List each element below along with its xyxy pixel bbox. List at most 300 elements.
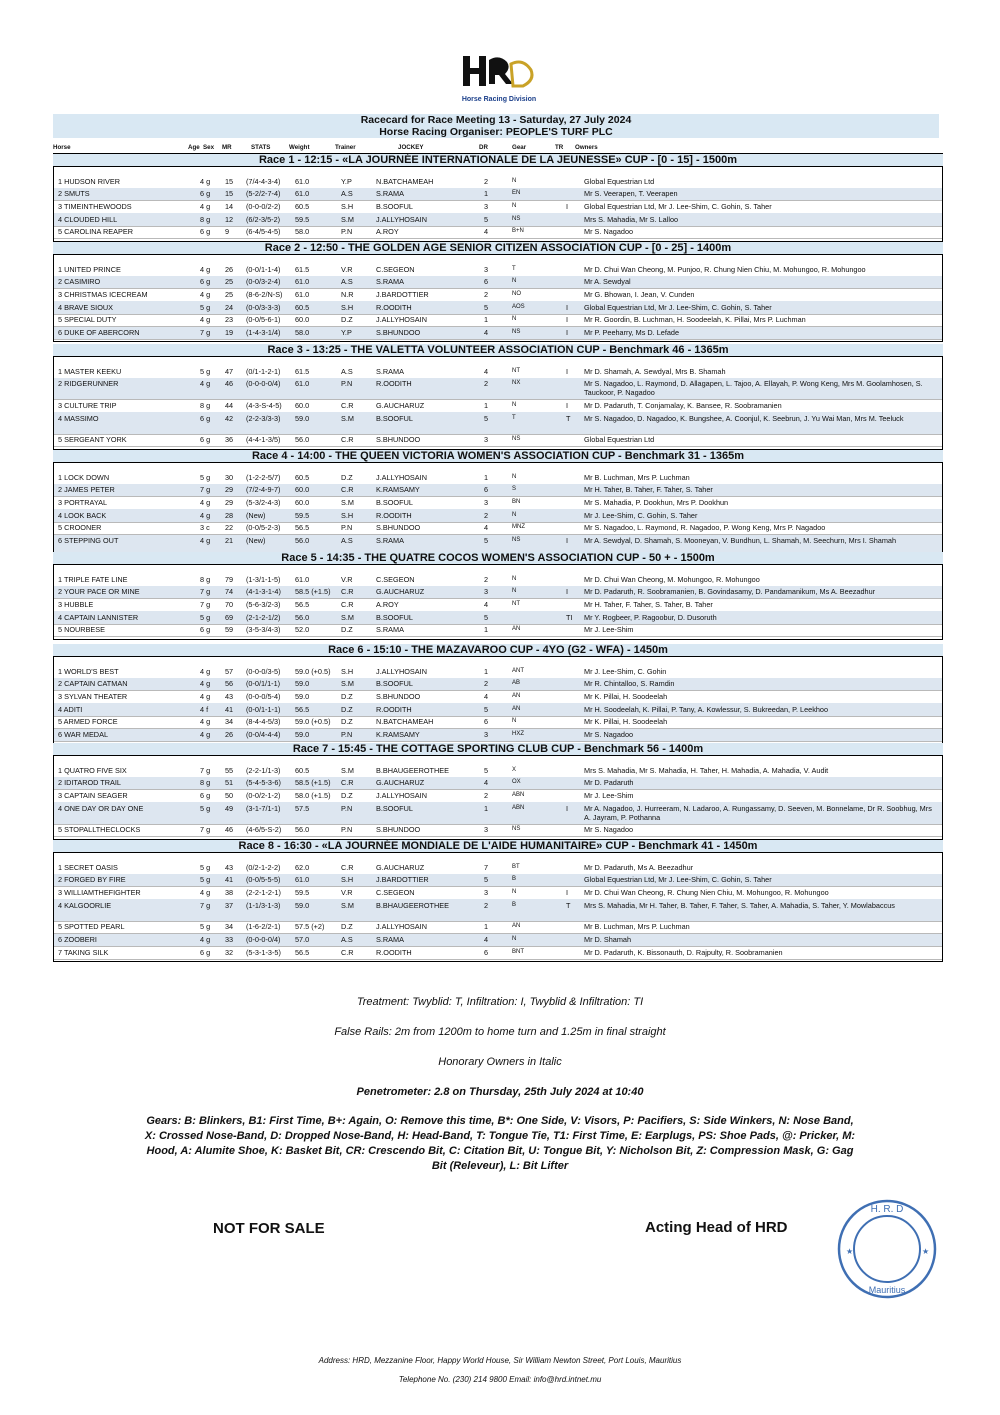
runner-gear: N — [512, 316, 517, 323]
runner-dr: 2 — [484, 510, 489, 520]
runner-mr: 22 — [225, 523, 234, 533]
runner-horse: 5 NOURBESE — [58, 625, 106, 635]
runner-gear: T — [512, 265, 516, 272]
runner-dr: 4 — [484, 599, 489, 609]
runner-dr: 1 — [484, 400, 489, 410]
runner-age: 3 c — [200, 523, 210, 533]
runner-jockey: G.AUCHARUZ — [376, 778, 425, 788]
runner-weight: 56.5 — [295, 599, 310, 609]
runner-trainer: S.M — [341, 765, 354, 775]
runner-gear: N — [512, 401, 517, 408]
svg-text:Horse Racing Division: Horse Racing Division — [461, 96, 537, 103]
runner-trainer: C.R — [341, 485, 354, 495]
runner-jockey: A.ROY — [376, 599, 399, 609]
runner-age: 5 g — [200, 875, 211, 885]
runner-mr: 25 — [225, 277, 234, 287]
runner-jockey: S.BHUNDOO — [376, 523, 421, 533]
runner-dr: 2 — [484, 176, 489, 186]
runner-owners: Mrs S. Mahadia, Mr S. Lalloo — [584, 214, 679, 224]
race-1 — [53, 154, 943, 242]
runner-horse: 6 ZOOBERI — [58, 935, 97, 944]
runner-mr: 50 — [225, 790, 234, 800]
runner-gear: AN — [512, 692, 521, 699]
runner-owners: Mr S. Mahadia, P. Dookhun, Mrs P. Dookhun — [584, 497, 729, 507]
runner-mr: 59 — [225, 625, 234, 635]
runner-tr: I — [566, 366, 569, 376]
runner-dr: 4 — [484, 691, 489, 701]
runner-trainer: S.M — [341, 413, 354, 423]
col-mr: MR — [222, 144, 232, 151]
runner-age: 7 g — [200, 765, 211, 775]
runner-row — [54, 522, 942, 536]
runner-jockey: S.RAMA — [376, 189, 404, 199]
runner-stats: (0-0-0/3-5) — [246, 666, 281, 676]
runner-dr: 4 — [484, 227, 489, 237]
runner-mr: 42 — [225, 413, 234, 423]
runner-owners: Mr K. Pillai, H. Soodeelah — [584, 691, 668, 701]
runner-weight: 60.5 — [295, 472, 310, 482]
runner-trainer: D.Z — [341, 691, 353, 701]
runner-mr: 26 — [225, 264, 234, 274]
runner-mr: 28 — [225, 510, 234, 520]
runner-weight: 61.0 — [295, 574, 310, 584]
runner-gear: ABN — [512, 791, 525, 798]
runner-table — [53, 656, 943, 744]
runner-gear: N — [512, 177, 517, 184]
runner-tr: T — [566, 900, 571, 910]
runner-owners: Mr S. Veerapen, T. Veerapen — [584, 189, 678, 199]
runner-weight: 59.0 — [295, 413, 310, 423]
runner-jockey: S.BHUNDOO — [376, 435, 421, 445]
runner-row — [54, 946, 942, 960]
runner-mr: 19 — [225, 328, 234, 337]
runner-mr: 57 — [225, 666, 234, 676]
runner-gear: ABN — [512, 804, 525, 811]
runner-dr: 3 — [484, 825, 489, 835]
runner-gear: N — [512, 588, 517, 595]
runner-jockey: J.ALLYHOSAIN — [376, 790, 427, 800]
runner-mr: 21 — [225, 536, 234, 545]
runner-age: 5 g — [200, 472, 211, 482]
runner-stats: (4-6/5-S-2) — [246, 825, 282, 835]
runner-mr: 14 — [225, 201, 234, 211]
runner-trainer: S.M — [341, 900, 354, 910]
runner-jockey: A.ROY — [376, 227, 399, 237]
runner-weight: 57.5 — [295, 803, 310, 813]
runner-jockey: B.SOOFUL — [376, 497, 413, 507]
runner-stats: (3-5-3/4-3) — [246, 625, 281, 635]
runner-stats: (1-4-3-1/4) — [246, 328, 281, 337]
runner-owners: Mr P. Peeharry, Ms D. Lefade — [584, 328, 680, 337]
runner-age: 5 g — [200, 803, 211, 813]
runner-jockey: S.RAMA — [376, 366, 404, 376]
runner-age: 6 g — [200, 189, 211, 199]
runner-stats: (3-1-7/1-1) — [246, 803, 281, 813]
runner-trainer: S.M — [341, 612, 354, 622]
runner-gear: N — [512, 575, 517, 582]
runner-trainer: D.Z — [341, 922, 353, 932]
race-3 — [53, 344, 943, 450]
runner-jockey: C.SEGEON — [376, 887, 415, 897]
runner-row — [54, 188, 942, 202]
runner-stats: (0-0/3-3-3) — [246, 302, 281, 312]
runner-weight: 56.5 — [295, 523, 310, 533]
runner-horse: 1 UNITED PRINCE — [58, 264, 121, 274]
runner-horse: 2 IDITAROD TRAIL — [58, 778, 121, 788]
runner-jockey: S.RAMA — [376, 277, 404, 287]
runner-trainer: S.H — [341, 510, 354, 520]
runner-weight: 56.5 — [295, 947, 310, 957]
runner-owners: Mr R. Chintalloo, S. Ramdin — [584, 679, 675, 689]
runner-tr: I — [566, 803, 569, 813]
runner-gear: NS — [512, 826, 521, 833]
runner-trainer: C.R — [341, 599, 354, 609]
runner-row — [54, 690, 942, 704]
runner-gear: N — [512, 718, 517, 725]
runner-owners: Mr D. Padaruth, T. Conjamalay, K. Bansee, R. Soobramanien — [584, 400, 782, 410]
runner-age: 4 g — [200, 666, 211, 676]
runner-dr: 5 — [484, 704, 489, 714]
runner-age: 5 g — [200, 862, 211, 872]
runner-stats: (8-4-4-5/3) — [246, 717, 281, 727]
runner-tr: I — [566, 328, 569, 337]
runner-stats: (5-3-1-3-5) — [246, 947, 281, 957]
hrd-stamp — [836, 1198, 938, 1300]
runner-horse: 3 CULTURE TRIP — [58, 400, 117, 410]
runner-dr: 6 — [484, 717, 489, 727]
runner-horse: 1 QUATRO FIVE SIX — [58, 765, 127, 775]
runner-horse: 5 SPECIAL DUTY — [58, 315, 117, 325]
runner-dr: 5 — [484, 536, 489, 545]
runner-horse: 1 TRIPLE FATE LINE — [58, 574, 128, 584]
runner-dr: 1 — [484, 189, 489, 199]
runner-stats: (6/2-3/5-2) — [246, 214, 281, 224]
runner-owners: Global Equestrian Ltd — [584, 435, 655, 445]
runner-row — [54, 573, 942, 587]
runner-gear: NO — [512, 290, 521, 297]
runner-horse: 3 CHRISTMAS ICECREAM — [58, 289, 148, 299]
runner-dr: 5 — [484, 302, 489, 312]
runner-gear: AN — [512, 705, 521, 712]
col-weight: Weight — [289, 144, 310, 151]
runner-row — [54, 703, 942, 717]
runner-age: 7 g — [200, 599, 211, 609]
runner-horse: 3 SYLVAN THEATER — [58, 691, 128, 701]
organiser-line: Horse Racing Organiser: PEOPLE'S TURF PLC — [53, 126, 939, 138]
runner-horse: 2 CAPTAIN CATMAN — [58, 679, 128, 689]
runner-trainer: C.R — [341, 587, 354, 597]
runner-age: 4 g — [200, 289, 211, 299]
runner-dr: 3 — [484, 201, 489, 211]
runner-gear: B+N — [512, 228, 524, 235]
runner-owners: Mrs S. Mahadia, Mr H. Taher, B. Taher, F. Taher, S. Taher, A. Mahadia, S. Taher, Y. Mowlabaccus — [584, 900, 895, 910]
runner-stats: (0-0/3-2-4) — [246, 277, 281, 287]
runner-gear: N — [512, 202, 517, 209]
runner-mr: 56 — [225, 679, 234, 689]
runner-jockey: G.AUCHARUZ — [376, 587, 425, 597]
runner-mr: 43 — [225, 862, 234, 872]
runner-row — [54, 399, 942, 413]
race-title: Race 8 - 16:30 - «LA JOURNÉE MONDIALE DE L'AIDE HUMANITAIRE» CUP - Benchmark 41 - 1450m — [53, 840, 943, 852]
runner-tr: I — [566, 315, 569, 325]
runner-dr: 2 — [484, 379, 489, 389]
col-owners: Owners — [575, 144, 598, 151]
runner-gear: NS — [512, 537, 521, 543]
runner-owners: Mr S. Nagadoo — [584, 730, 634, 739]
runner-weight: 60.5 — [295, 302, 310, 312]
runner-jockey: K.RAMSAMY — [376, 730, 420, 739]
runner-dr: 3 — [484, 587, 489, 597]
runner-dr: 1 — [484, 803, 489, 813]
runner-row — [54, 412, 942, 435]
runner-weight: 59.0 — [295, 691, 310, 701]
runner-owners: Mr R. Goordin, B. Luchman, H. Soodeelah, K. Pillai, Mrs P. Luchman — [584, 315, 806, 325]
runner-weight: 58.0 — [295, 328, 310, 337]
runner-age: 4 f — [200, 704, 209, 714]
runner-horse: 6 STEPPING OUT — [58, 536, 119, 545]
runner-gear: T — [512, 414, 516, 421]
runner-trainer: P.N — [341, 227, 353, 237]
runner-horse: 1 HUDSON RIVER — [58, 176, 121, 186]
runner-weight: 59.0 — [295, 900, 310, 910]
runner-age: 4 g — [200, 510, 211, 520]
runner-trainer: A.S — [341, 366, 353, 376]
runner-row — [54, 777, 942, 791]
race-7 — [53, 743, 943, 840]
runner-stats: (0-0-0/2-2) — [246, 201, 281, 211]
runner-owners: Global Equestrian Ltd, Mr J. Lee-Shim, C. Gohin, S. Taher — [584, 302, 772, 312]
hrd-logo — [455, 52, 543, 112]
runner-dr: 6 — [484, 947, 489, 957]
runner-stats: (5-3/2-4-3) — [246, 497, 281, 507]
runner-weight: 60.5 — [295, 201, 310, 211]
runner-dr: 4 — [484, 935, 489, 944]
runner-row — [54, 314, 942, 328]
runner-dr: 2 — [484, 289, 489, 299]
runner-weight: 59.5 — [295, 214, 310, 224]
runner-gear: BN — [512, 498, 521, 505]
treatment-note: Treatment: Twyblid: T, Infiltration: I, Twyblid & Infiltration: TI — [356, 996, 644, 1008]
runner-trainer: A.S — [341, 536, 353, 545]
runner-weight: 59.0 — [295, 679, 310, 689]
runner-trainer: S.H — [341, 201, 354, 211]
runner-owners: Mr B. Luchman, Mrs P. Luchman — [584, 472, 690, 482]
runner-jockey: S.RAMA — [376, 935, 404, 944]
runner-weight: 61.0 — [295, 289, 310, 299]
penetrometer-note: Penetrometer: 2.8 on Thursday, 25th July 2024 at 10:40 — [356, 1086, 644, 1098]
runner-age: 6 g — [200, 277, 211, 287]
runner-horse: 5 SERGEANT YORK — [58, 435, 127, 445]
runner-dr: 1 — [484, 472, 489, 482]
runner-gear: N — [512, 888, 517, 895]
runner-mr: 79 — [225, 574, 234, 584]
runner-dr: 5 — [484, 765, 489, 775]
runner-stats: (0-0-0/5-4) — [246, 691, 281, 701]
runner-row — [54, 921, 942, 935]
runner-age: 4 g — [200, 379, 211, 389]
runner-trainer: S.H — [341, 302, 354, 312]
runner-weight: 56.0 — [295, 825, 310, 835]
runner-mr: 29 — [225, 497, 234, 507]
runner-owners: Mr D. Shamah — [584, 935, 632, 944]
runner-table — [53, 254, 943, 342]
col-tr: TR — [555, 144, 564, 151]
runner-dr: 1 — [484, 666, 489, 676]
runner-age: 4 g — [200, 264, 211, 274]
runner-owners: Mr D. Chui Wan Cheong, R. Chung Nien Chiu, M. Mohungoo, R. Mohungoo — [584, 887, 829, 897]
runner-stats: (New) — [246, 536, 266, 545]
runner-dr: 1 — [484, 625, 489, 635]
runner-jockey: B.SOOFUL — [376, 803, 413, 813]
runner-weight: 60.5 — [295, 765, 310, 775]
runner-stats: (0-0/1/1-1) — [246, 679, 281, 689]
runner-age: 6 g — [200, 435, 211, 445]
runner-stats: (2-2-3/3-3) — [246, 413, 281, 423]
runner-horse: 2 SMUTS — [58, 189, 90, 199]
runner-row — [54, 276, 942, 290]
runner-horse: 2 RIDGERUNNER — [58, 379, 119, 389]
runner-dr: 1 — [484, 922, 489, 932]
runner-weight: 61.0 — [295, 176, 310, 186]
runner-owners: Mr G. Bhowan, I. Jean, V. Cunden — [584, 289, 695, 299]
runner-owners: Mr S. Nagadoo, L. Raymond, R. Nagadoo, P. Wong Keng, Mrs P. Nagadoo — [584, 523, 826, 533]
runner-horse: 4 ONE DAY OR DAY ONE — [58, 803, 144, 813]
runner-mr: 15 — [225, 176, 234, 186]
runner-jockey: R.OODITH — [376, 947, 412, 957]
runner-gear: NT — [512, 367, 520, 374]
runner-stats: (0-0/5-2-3) — [246, 523, 281, 533]
column-header-row — [53, 143, 943, 154]
runner-dr: 4 — [484, 366, 489, 376]
runner-mr: 12 — [225, 214, 234, 224]
runner-mr: 70 — [225, 599, 234, 609]
runner-gear: N — [512, 278, 517, 285]
runner-row — [54, 729, 942, 743]
runner-gear: N — [512, 511, 517, 518]
runner-weight: 59.0 — [295, 730, 310, 739]
runner-gear: N — [512, 473, 517, 480]
col-horse: Horse — [53, 144, 71, 151]
race-title: Race 3 - 13:25 - THE VALETTA VOLUNTEER ASSOCIATION CUP - Benchmark 46 - 1365m — [53, 344, 943, 356]
runner-trainer: D.Z — [341, 315, 353, 325]
runner-mr: 25 — [225, 289, 234, 299]
runner-dr: 1 — [484, 315, 489, 325]
runner-weight: 61.0 — [295, 875, 310, 885]
runner-gear: X — [512, 766, 517, 773]
runner-owners: Mr K. Pillai, H. Soodeelah — [584, 717, 668, 727]
runner-jockey: R.OODITH — [376, 302, 412, 312]
runner-jockey: C.SEGEON — [376, 264, 415, 274]
runner-mr: 38 — [225, 887, 234, 897]
runner-stats: (0-0/2-1-2) — [246, 790, 281, 800]
runner-jockey: J.ALLYHOSAIN — [376, 315, 427, 325]
runner-gear: N — [512, 936, 517, 942]
runner-horse: 5 CAROLINA REAPER — [58, 227, 134, 237]
runner-mr: 44 — [225, 400, 234, 410]
runner-jockey: R.OODITH — [376, 379, 412, 389]
runner-horse: 2 FORGED BY FIRE — [58, 875, 126, 885]
runner-weight: 61.0 — [295, 277, 310, 287]
svg-text:★: ★ — [922, 1247, 930, 1256]
runner-mr: 29 — [225, 485, 234, 495]
runner-trainer: C.R — [341, 400, 354, 410]
runner-row — [54, 764, 942, 778]
runner-horse: 7 TAKING SILK — [58, 947, 109, 957]
runner-trainer: V.R — [341, 264, 353, 274]
runner-row — [54, 175, 942, 189]
runner-gear: B — [512, 876, 517, 883]
col-gear: Gear — [512, 144, 527, 151]
runner-weight: 59.0 (+0.5) — [295, 666, 331, 676]
runner-owners: Mr D. Padaruth — [584, 778, 634, 788]
runner-horse: 3 TIMEINTHEWOODS — [58, 201, 132, 211]
runner-stats: (1-6-2/2-1) — [246, 922, 281, 932]
runner-jockey: S.BHUNDOO — [376, 328, 421, 337]
race-title: Race 1 - 12:15 - «LA JOURNÉE INTERNATIONALE DE LA JEUNESSE» CUP - [0 - 15] - 1500m — [53, 154, 943, 166]
runner-horse: 6 DUKE OF ABERCORN — [58, 328, 140, 337]
runner-owners: Mr Y. Rogbeer, P. Ragoobur, D. Dusoruth — [584, 612, 717, 622]
runner-stats: (2-2-1/1-3) — [246, 765, 281, 775]
runner-trainer: S.M — [341, 679, 354, 689]
runner-owners: Mr D. Chui Wan Cheong, M. Mohungoo, R. Mohungoo — [584, 574, 760, 584]
runner-row — [54, 624, 942, 638]
race-6 — [53, 644, 943, 744]
runner-age: 6 g — [200, 947, 211, 957]
runner-weight: 61.5 — [295, 264, 310, 274]
runner-age: 7 g — [200, 825, 211, 835]
runner-jockey: R.OODITH — [376, 510, 412, 520]
runner-owners: Mr S. Nagadoo — [584, 825, 634, 835]
runner-trainer: P.N — [341, 379, 353, 389]
runner-row — [54, 861, 942, 875]
runner-gear: ANT — [512, 667, 524, 674]
runner-stats: (0-0/5-6-1) — [246, 315, 281, 325]
runner-table — [53, 462, 943, 559]
runner-trainer: D.Z — [341, 790, 353, 800]
runner-horse: 4 LOOK BACK — [58, 510, 107, 520]
runner-jockey: R.OODITH — [376, 704, 412, 714]
runner-row — [54, 509, 942, 523]
runner-owners: Mr D. Padaruth, R. Soobramanien, B. Govindasamy, D. Pandamanikum, Ms A. Beezadhur — [584, 587, 876, 597]
runner-age: 8 g — [200, 214, 211, 224]
runner-horse: 5 ARMED FORCE — [58, 717, 118, 727]
runner-row — [54, 200, 942, 214]
runner-horse: 5 STOPALLTHECLOCKS — [58, 825, 141, 835]
runner-mr: 46 — [225, 825, 234, 835]
runner-gear: AN — [512, 626, 521, 633]
runner-jockey: N.BATCHAMEAH — [376, 717, 434, 727]
runner-dr: 5 — [484, 214, 489, 224]
runner-dr: 5 — [484, 612, 489, 622]
runner-row — [54, 288, 942, 302]
runner-weight: 59.0 (+0.5) — [295, 717, 331, 727]
runner-dr: 2 — [484, 574, 489, 584]
runner-tr: I — [566, 887, 569, 897]
runner-horse: 3 PORTRAYAL — [58, 497, 108, 507]
runner-age: 4 g — [200, 497, 211, 507]
runner-horse: 1 MASTER KEEKU — [58, 366, 122, 376]
runner-stats: (4-3-S-4-5) — [246, 400, 282, 410]
runner-age: 6 g — [200, 227, 211, 237]
runner-age: 6 g — [200, 413, 211, 423]
runner-dr: 3 — [484, 730, 489, 739]
runner-dr: 7 — [484, 862, 489, 872]
runner-horse: 2 CASIMIRO — [58, 277, 101, 287]
runner-jockey: B.SOOFUL — [376, 413, 413, 423]
runner-jockey: S.BHUNDOO — [376, 691, 421, 701]
runner-gear: NT — [512, 600, 520, 607]
runner-row — [54, 789, 942, 803]
